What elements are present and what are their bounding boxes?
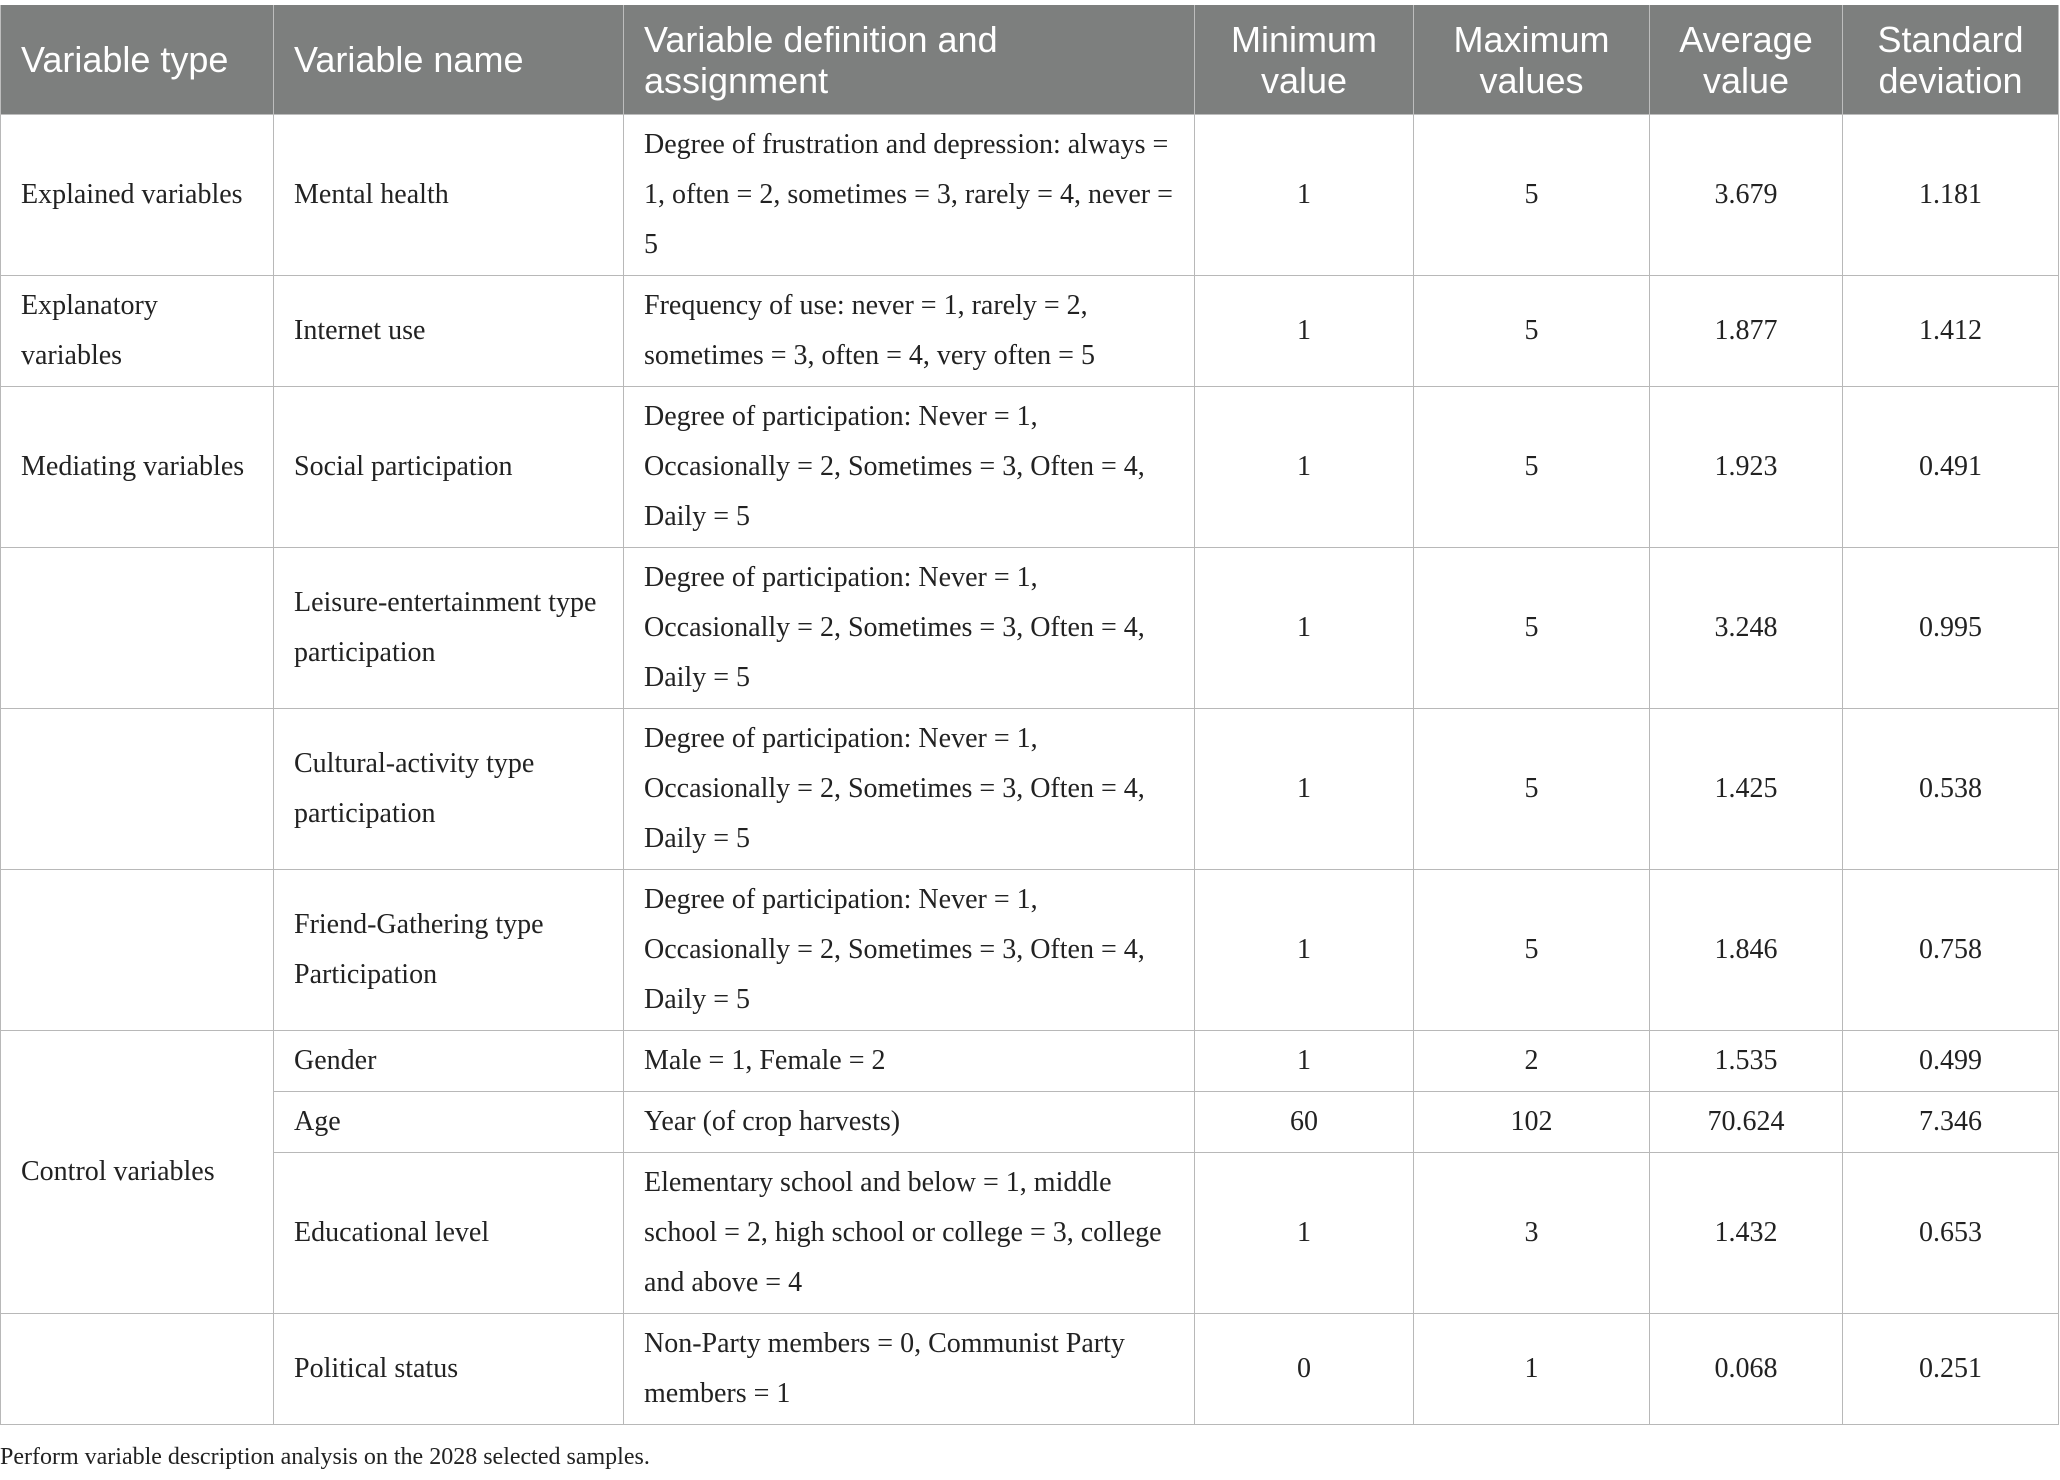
header-variable-definition: Variable definition and assignment [624, 5, 1195, 115]
cell-variable-name: Educational level [274, 1153, 624, 1314]
header-row [1, 5, 2059, 115]
cell-variable-name: Friend-Gathering type Participation [274, 870, 624, 1031]
cell-variable-type: Explained variables [1, 115, 274, 276]
cell-standard-deviation: 7.346 [1843, 1092, 2059, 1153]
table-row [1, 387, 2059, 548]
table-row [1, 1153, 2059, 1314]
cell-average-value: 0.068 [1650, 1314, 1843, 1425]
cell-standard-deviation: 0.538 [1843, 709, 2059, 870]
cell-variable-definition: Degree of participation: Never = 1, Occasionally = 2, Sometimes = 3, Often = 4, Daily = 5 [624, 709, 1195, 870]
cell-average-value: 1.425 [1650, 709, 1843, 870]
cell-variable-name: Leisure-entertainment type participation [274, 548, 624, 709]
cell-average-value: 1.846 [1650, 870, 1843, 1031]
cell-variable-type [1, 1314, 274, 1425]
cell-average-value: 70.624 [1650, 1092, 1843, 1153]
cell-average-value: 1.535 [1650, 1031, 1843, 1092]
cell-minimum-value: 1 [1195, 276, 1414, 387]
cell-average-value: 1.877 [1650, 276, 1843, 387]
cell-minimum-value: 1 [1195, 387, 1414, 548]
cell-variable-name: Political status [274, 1314, 624, 1425]
cell-maximum-value: 5 [1414, 870, 1650, 1031]
cell-maximum-value: 5 [1414, 548, 1650, 709]
cell-minimum-value: 0 [1195, 1314, 1414, 1425]
table-row [1, 709, 2059, 870]
cell-variable-name: Gender [274, 1031, 624, 1092]
cell-variable-name: Age [274, 1092, 624, 1153]
header-standard-deviation: Standard deviation [1843, 5, 2059, 115]
cell-maximum-value: 3 [1414, 1153, 1650, 1314]
variable-description-table [0, 5, 2059, 1425]
table-row [1, 1031, 2059, 1092]
cell-variable-type: Mediating variables [1, 387, 274, 548]
cell-variable-type [1, 709, 274, 870]
cell-standard-deviation: 0.491 [1843, 387, 2059, 548]
cell-variable-definition: Degree of participation: Never = 1, Occasionally = 2, Sometimes = 3, Often = 4, Daily = 5 [624, 387, 1195, 548]
cell-variable-definition: Elementary school and below = 1, middle school = 2, high school or college = 3, college and above = 4 [624, 1153, 1195, 1314]
cell-standard-deviation: 0.995 [1843, 548, 2059, 709]
cell-maximum-value: 5 [1414, 387, 1650, 548]
cell-variable-definition: Non-Party members = 0, Communist Party members = 1 [624, 1314, 1195, 1425]
cell-variable-definition: Degree of participation: Never = 1, Occasionally = 2, Sometimes = 3, Often = 4, Daily = 5 [624, 548, 1195, 709]
cell-average-value: 1.432 [1650, 1153, 1843, 1314]
cell-variable-type [1, 870, 274, 1031]
cell-maximum-value: 5 [1414, 276, 1650, 387]
cell-maximum-value: 1 [1414, 1314, 1650, 1425]
cell-average-value: 3.248 [1650, 548, 1843, 709]
cell-variable-name: Mental health [274, 115, 624, 276]
header-average-value: Average value [1650, 5, 1843, 115]
cell-minimum-value: 1 [1195, 115, 1414, 276]
table-row [1, 115, 2059, 276]
cell-variable-type: Control variables [1, 1031, 274, 1314]
cell-minimum-value: 1 [1195, 709, 1414, 870]
cell-variable-definition: Frequency of use: never = 1, rarely = 2, sometimes = 3, often = 4, very often = 5 [624, 276, 1195, 387]
cell-average-value: 3.679 [1650, 115, 1843, 276]
cell-variable-definition: Degree of frustration and depression: always = 1, often = 2, sometimes = 3, rarely = 4, never = 5 [624, 115, 1195, 276]
header-variable-name: Variable name [274, 5, 624, 115]
cell-maximum-value: 102 [1414, 1092, 1650, 1153]
cell-standard-deviation: 0.251 [1843, 1314, 2059, 1425]
cell-standard-deviation: 0.758 [1843, 870, 2059, 1031]
cell-variable-name: Cultural-activity type participation [274, 709, 624, 870]
cell-maximum-value: 5 [1414, 709, 1650, 870]
header-maximum-values: Maximum values [1414, 5, 1650, 115]
cell-standard-deviation: 0.653 [1843, 1153, 2059, 1314]
table-row [1, 548, 2059, 709]
table-row [1, 276, 2059, 387]
header-variable-type: Variable type [1, 5, 274, 115]
cell-minimum-value: 1 [1195, 1153, 1414, 1314]
table-row [1, 870, 2059, 1031]
cell-maximum-value: 5 [1414, 115, 1650, 276]
table-row [1, 1314, 2059, 1425]
cell-minimum-value: 1 [1195, 1031, 1414, 1092]
table-row [1, 1092, 2059, 1153]
cell-variable-type [1, 548, 274, 709]
header-minimum-value: Minimum value [1195, 5, 1414, 115]
cell-minimum-value: 60 [1195, 1092, 1414, 1153]
cell-variable-type: Explanatory variables [1, 276, 274, 387]
table-footnote: Perform variable description analysis on the 2028 selected samples. [0, 1444, 650, 1470]
cell-variable-definition: Male = 1, Female = 2 [624, 1031, 1195, 1092]
cell-standard-deviation: 1.181 [1843, 115, 2059, 276]
cell-variable-definition: Degree of participation: Never = 1, Occasionally = 2, Sometimes = 3, Often = 4, Daily = 5 [624, 870, 1195, 1031]
cell-minimum-value: 1 [1195, 870, 1414, 1031]
cell-minimum-value: 1 [1195, 548, 1414, 709]
cell-variable-name: Social participation [274, 387, 624, 548]
table-container [0, 5, 2058, 1425]
cell-standard-deviation: 0.499 [1843, 1031, 2059, 1092]
cell-average-value: 1.923 [1650, 387, 1843, 548]
cell-maximum-value: 2 [1414, 1031, 1650, 1092]
cell-variable-definition: Year (of crop harvests) [624, 1092, 1195, 1153]
cell-standard-deviation: 1.412 [1843, 276, 2059, 387]
cell-variable-name: Internet use [274, 276, 624, 387]
